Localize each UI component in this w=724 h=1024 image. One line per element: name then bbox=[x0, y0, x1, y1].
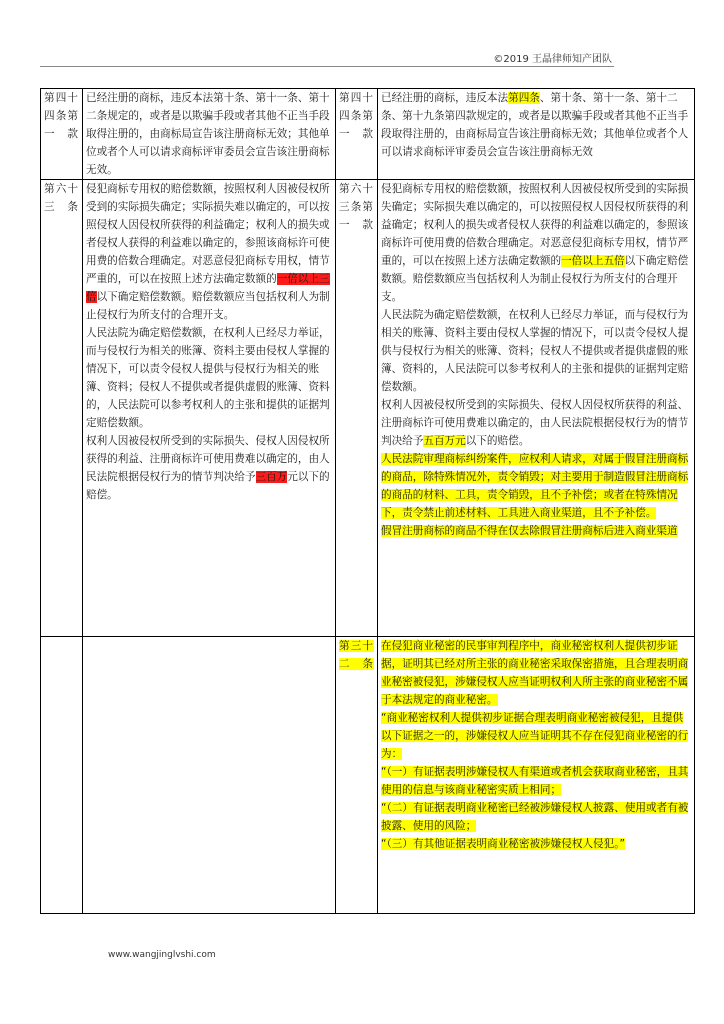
new-paragraph: 人民法院为确定赔偿数额，在权利人已经尽力举证，而与侵权行为相关的账簿、资料主要由侵权人掌握的情况下，可以责令侵权人提供与侵权行为相关的账簿、资料；侵权人不提供或者提供虚假的账簿、资料的，人民法院可以参考权利人的主张和提供的证据判定赔偿数额。 bbox=[381, 309, 689, 393]
old-paragraph: 已经注册的商标，违反本法第十条、第十一条、第十二条规定的，或者是以欺骗手段或者其他不正当手段取得注册的，由商标局宣告该注册商标无效；其他单位或者个人可以请求商标评审委员会宣告该注册商标无效。 bbox=[86, 92, 330, 176]
yellow-highlight: 第三十二条 bbox=[339, 640, 374, 670]
new-article-text bbox=[378, 637, 695, 914]
text-run: 侵犯商标专用权的赔偿数额，按照权利人因被侵权所受到的实际损失确定；实际损失难以确定的，可以按照侵权人因侵权所获得的利益确定；权利人的损失或者侵权人获得的利益难以确定的，参照该商标许可使用费的倍数合理确定。对恶意侵犯商标专用权，情节严重的，可以在按照上述方法确定数额的 bbox=[86, 183, 330, 285]
yellow-highlight: 一倍以上五倍 bbox=[561, 255, 625, 267]
table-row bbox=[41, 637, 695, 914]
new-paragraph bbox=[381, 799, 691, 835]
yellow-highlight: “（三）有其他证据表明商业秘密被涉嫌侵权人侵犯。” bbox=[381, 838, 626, 850]
yellow-highlight: 在侵犯商业秘密的民事审判程序中，商业秘密权利人提供初步证据，证明其已经对所主张的商业秘密采取保密措施，且合理表明商业秘密被侵犯，涉嫌侵权人应当证明权利人所主张的商业秘密不属于本法规定的商业秘密。 bbox=[381, 640, 689, 706]
yellow-highlight: “（一）有证据表明涉嫌侵权人有渠道或者机会获取商业秘密，且其使用的信息与该商业秘密实质上相同； bbox=[381, 766, 689, 796]
old-article-number-empty bbox=[41, 637, 83, 914]
text-run: 已经注册的商标，违反本法 bbox=[381, 92, 509, 104]
new-paragraph bbox=[381, 450, 691, 522]
red-highlight: 一倍以上三倍 bbox=[86, 273, 330, 303]
page-footer-url: www.wangjinglvshi.com bbox=[108, 950, 216, 960]
old-article-text bbox=[83, 89, 336, 180]
new-paragraph bbox=[381, 637, 691, 709]
new-paragraph bbox=[381, 89, 691, 161]
yellow-highlight: 第四条 bbox=[508, 92, 540, 104]
new-article-number bbox=[336, 637, 378, 914]
yellow-highlight: “商业秘密权利人提供初步证据合理表明商业秘密被侵犯，且提供以下证据之一的，涉嫌侵权人应当证明其不存在侵犯商业秘密的行为： bbox=[381, 712, 689, 760]
old-article-text-empty bbox=[83, 637, 336, 914]
table-row bbox=[41, 89, 695, 180]
text-run: 权利人因被侵权所受到的实际损失、侵权人因侵权所获得的利益、注册商标许可使用费难以确定的，由人民法院根据侵权行为的情节判决给予 bbox=[86, 435, 330, 483]
new-paragraph bbox=[381, 180, 691, 306]
new-paragraph bbox=[381, 835, 691, 853]
yellow-highlight: “（二）有证据表明商业秘密已经被涉嫌侵权人披露、使用或者有被披露、使用的风险； bbox=[381, 802, 689, 832]
header-rule bbox=[40, 66, 614, 67]
new-article-number: 第六十三条第一款 bbox=[336, 180, 378, 637]
text-run: 元以下的赔偿。 bbox=[86, 471, 330, 501]
old-paragraph bbox=[86, 432, 332, 504]
table-row bbox=[41, 180, 695, 637]
text-run: 以下确定赔偿数额。赔偿数额应当包括权利人为制止侵权行为所支付的合理开支。 bbox=[86, 291, 330, 321]
red-highlight: 三百万 bbox=[255, 471, 288, 483]
old-paragraph: 人民法院为确定赔偿数额，在权利人已经尽力举证，而与侵权行为相关的账簿、资料主要由侵权人掌握的情况下，可以责令侵权人提供与侵权行为相关的账簿、资料；侵权人不提供或者提供虚假的账簿、资料的，人民法院可以参考权利人的主张和提供的证据判定赔偿数额。 bbox=[86, 327, 330, 429]
old-paragraph bbox=[86, 180, 332, 324]
text-run: 侵犯商标专用权的赔偿数额，按照权利人因被侵权所受到的实际损失确定；实际损失难以确定的，可以按照侵权人因侵权所获得的利益确定；权利人的损失或者侵权人获得的利益难以确定的，参照该商标许可使用费的倍数合理确定。对恶意侵犯商标专用权，情节严重的，可以在按照上述方法确定数额的 bbox=[381, 183, 689, 267]
law-comparison-table bbox=[40, 88, 695, 914]
old-article-text bbox=[83, 180, 336, 637]
new-article-text bbox=[378, 180, 695, 637]
page-header: ©2019 王晶律师知产团队 bbox=[493, 54, 612, 65]
new-paragraph bbox=[381, 763, 691, 799]
new-paragraph bbox=[381, 396, 691, 450]
new-paragraph bbox=[381, 522, 691, 540]
yellow-highlight: 假冒注册商标的商品不得在仅去除假冒注册商标后进入商业渠道 bbox=[381, 525, 678, 537]
text-run: 权利人因被侵权所受到的实际损失、侵权人因侵权所获得的利益、注册商标许可使用费难以确定的，由人民法院根据侵权行为的情节判决给予 bbox=[381, 399, 689, 447]
old-article-number: 第六十三条 bbox=[41, 180, 83, 637]
new-article-text bbox=[378, 89, 695, 180]
text-run: 、第十条、第十一条、第十二条、第十九条第四款规定的，或者是以欺骗手段或者其他不正当手段取得注册的，由商标局宣告该注册商标无效；其他单位或者个人可以请求商标评审委员会宣告该注册商标无效 bbox=[381, 92, 689, 158]
text-run: 以下的赔偿。 bbox=[465, 435, 530, 447]
yellow-highlight: 人民法院审理商标纠纷案件，应权利人请求，对属于假冒注册商标的商品，除特殊情况外，责令销毁；对主要用于制造假冒注册商标的商品的材料、工具，责令销毁，且不予补偿；或者在特殊情况下，责令禁止前述材料、工具进入商业渠道，且不予补偿。 bbox=[381, 453, 689, 519]
new-article-number: 第四十四条第一款 bbox=[336, 89, 378, 180]
text-run: 以下确定赔偿数额。赔偿数额应当包括权利人为制止侵权行为所支付的合理开支。 bbox=[381, 255, 689, 303]
old-article-number: 第四十四条第一款 bbox=[41, 89, 83, 180]
yellow-highlight: 五百万元 bbox=[423, 435, 466, 447]
new-paragraph bbox=[381, 709, 691, 763]
